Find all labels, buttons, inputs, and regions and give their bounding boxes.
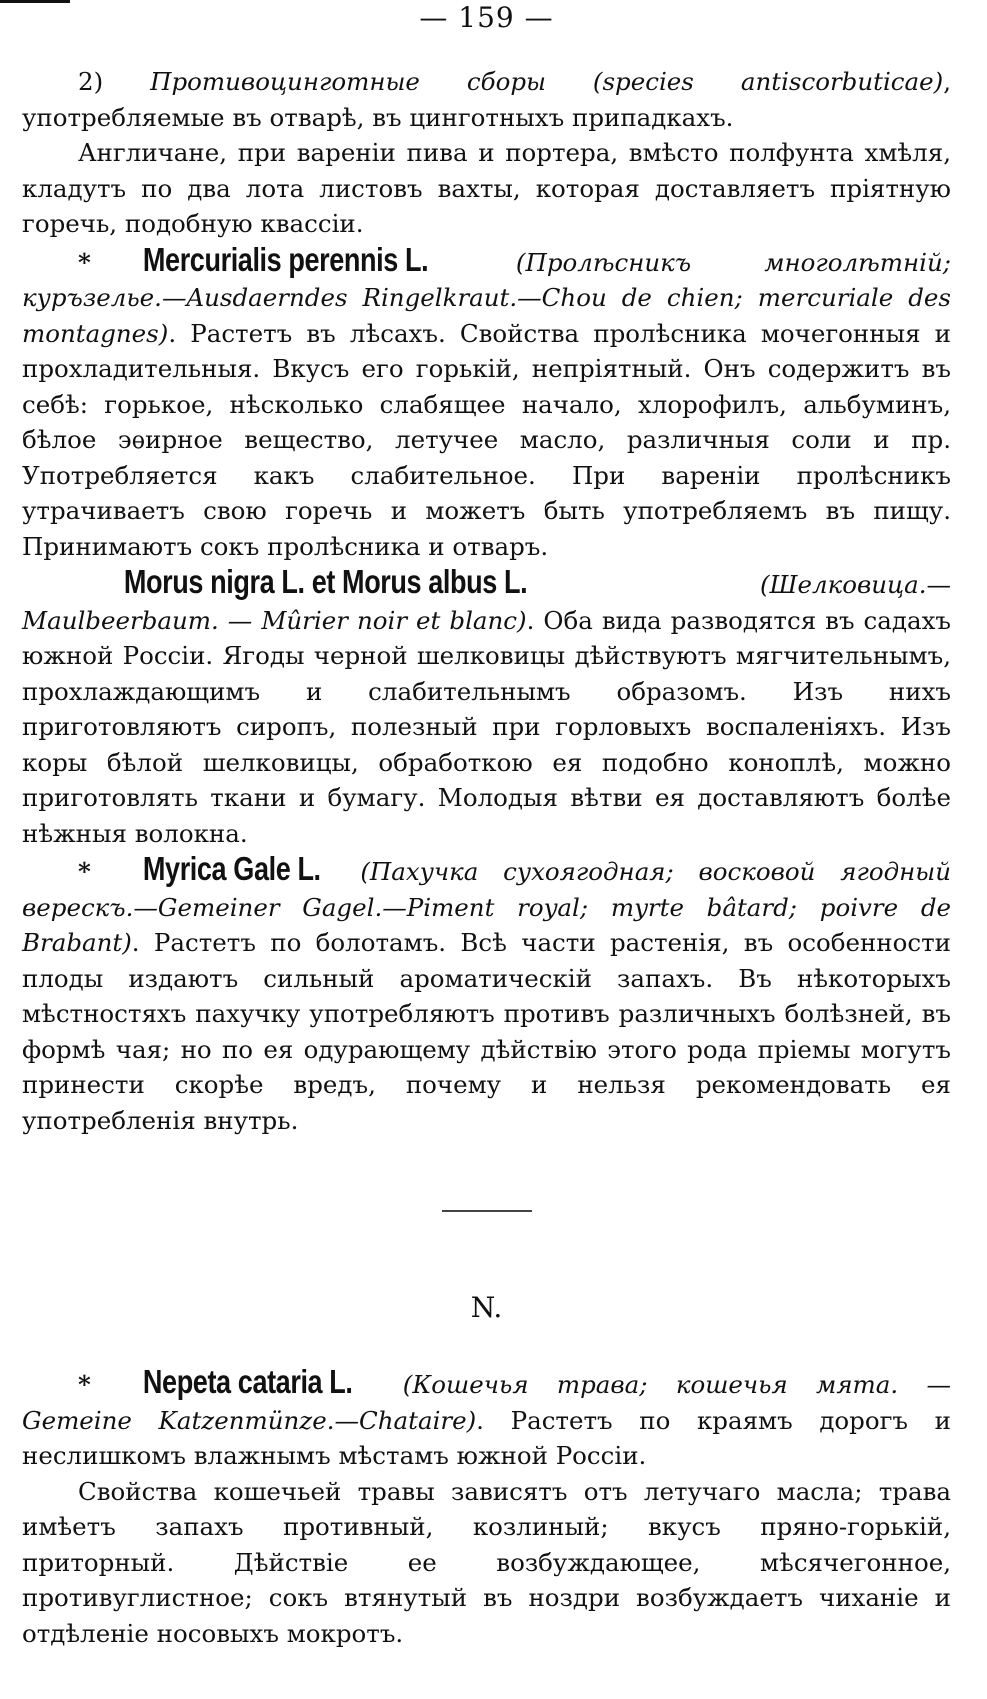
entry-myrica: [22, 851, 951, 1138]
synonyms-morus: (Шелковица.—Maulbeerbaum. — Mûrier noir et blanc): [22, 570, 951, 635]
latin-name-mercurialis: Mercurialis perennis L.: [142, 240, 429, 278]
synonyms-myrica: (Пахучка сухоягодная; восковой ягодный верескъ.—Gemeiner Gagel.—Piment royal; myrte bâtard; poivre de Brabant): [22, 857, 951, 957]
entry-nepeta: [22, 1364, 951, 1474]
section-letter: N.: [470, 1291, 503, 1324]
latin-name-nepeta: Nepeta cataria L.: [142, 1363, 353, 1400]
entry-morus: [22, 564, 951, 851]
list-number: 2): [78, 67, 151, 96]
asterisk-mark: *: [78, 1370, 91, 1399]
latin-name-morus: Morus nigra L. et Morus albus L.: [123, 563, 528, 600]
entry-mercurialis: [22, 242, 951, 565]
text-nepeta: . Растетъ по краямъ дорогъ и неслишкомъ влажнымъ мѣстамъ южной Россіи.: [22, 1405, 951, 1470]
section-divider: [442, 1210, 532, 1212]
paragraph-antiscorbutic: [22, 64, 951, 135]
asterisk-mark: *: [78, 247, 91, 277]
text-mercurialis: . Растетъ въ лѣсахъ. Свойства пролѣсника мочегонныя и прохладительныя. Вкусъ его горькій, непріятный. Онъ содержитъ въ себѣ: горькое, нѣсколько слабящее начало, хлорофилъ, альбуминъ, бѣлое эѳирное вещество, летучее масло, различныя соли и пр. Употребляется какъ слабительное. При вареніи пролѣсникъ утрачиваетъ свою горечь и можетъ быть употребляемъ въ пищу. Принимаютъ сокъ пролѣсника и отваръ.: [22, 318, 951, 561]
paragraph-nepeta-properties: Свойства кошечьей травы зависятъ отъ летучаго масла; трава имѣетъ запахъ противный, козлиный; вкусъ пряно-горькій, приторный. Дѣйствіе ее возбуждающее, мѣсячегонное, противуглистное; сокъ втянутый въ ноздри возбуждаетъ чиханіе и отдѣленіе носовыхъ мокротъ.: [22, 1476, 951, 1648]
antiscorbutic-text: , употребляемые въ отварѣ, въ цинготныхъ припадкахъ.: [22, 67, 951, 132]
asterisk-mark: *: [78, 857, 91, 886]
synonyms-nepeta: (Кошечья трава; кошечья мята. — Gemeine Katzenmünze.—Chataire): [22, 1370, 952, 1435]
latin-name-myrica: Myrica Gale L.: [142, 850, 321, 887]
text-myrica: . Растетъ по болотамъ. Всѣ части растенія, въ особенности плоды издаютъ сильный ароматическій запахъ. Въ нѣкоторыхъ мѣстностяхъ пахучку употребляютъ противъ различныхъ болѣзней, въ формѣ чая; но по ея одурающему дѣйствію этого рода пріемы могутъ принести скорѣе вредъ, почему и нельзя рекомендовать ея употребленія внутрь.: [22, 928, 951, 1135]
text-morus: . Оба вида разводятся въ садахъ южной Россіи. Ягоды черной шелковицы дѣйствуютъ мягчительнымъ, прохлаждающимъ и слабительнымъ образомъ. Изъ нихъ приготовляютъ сиропъ, полезный при горловыхъ воспаленіяхъ. Изъ коры бѣлой шелковицы, обработкою ея подобно коноплѣ, можно приготовлять ткани и бумагу. Молодыя вѣтви ея доставляютъ болѣе нѣжныя волокна.: [22, 605, 951, 848]
synonyms-mercurialis: (Пролѣсникъ многолѣтній; куръзелье.—Ausdaerndes Ringelkraut.—Chou de chien; mercuriale des montagnes): [22, 247, 951, 348]
antiscorbutic-title: Противоцинготные сборы (species antiscorbuticae): [150, 67, 944, 96]
page-number: — 159 —: [419, 1, 554, 34]
corner-mark: [0, 0, 70, 3]
paragraph-english-beer: Англичане, при вареніи пива и портера, вмѣсто полфунта хмѣля, кладутъ по два лота листовъ вахты, которая доставляетъ пріятную горечь, подобную квассіи.: [22, 138, 951, 238]
